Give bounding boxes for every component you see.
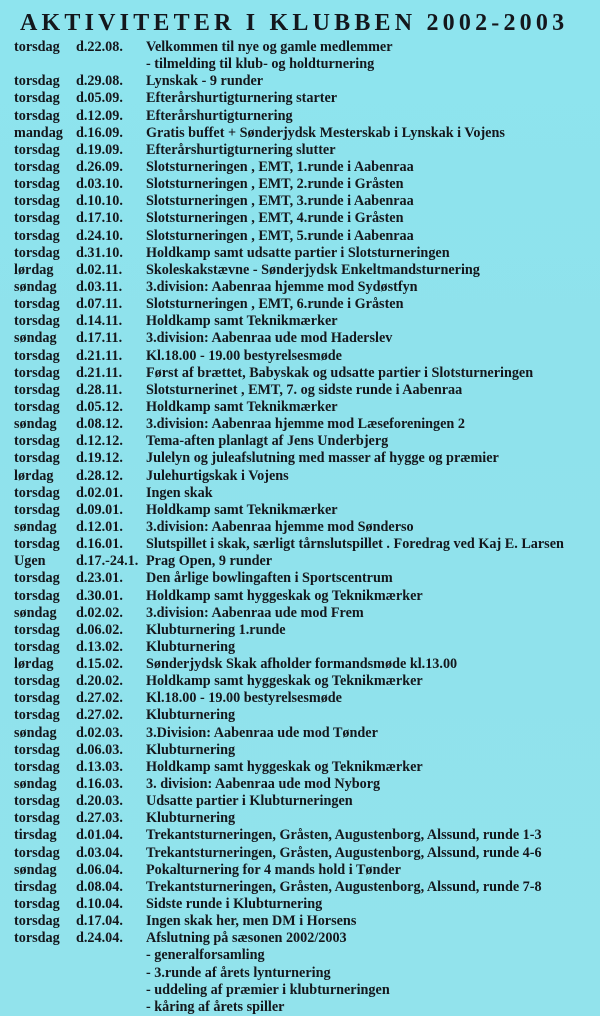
event-date: d.06.04. <box>76 861 123 878</box>
event-day: torsdag <box>14 176 60 193</box>
event-date: d.21.11. <box>76 364 123 381</box>
event-date: d.05.09. <box>76 90 123 107</box>
event-day: torsdag <box>14 227 60 244</box>
event-date: d.06.03. <box>76 741 123 758</box>
event-day: torsdag <box>14 193 60 210</box>
event-row <box>14 519 598 536</box>
event-description: Tema-aften planlagt af Jens Underbjerg <box>146 433 389 450</box>
event-row <box>14 450 598 467</box>
event-description: Slotsturneringen , EMT, 4.runde i Gråsten <box>146 210 404 227</box>
event-date: d.10.10. <box>76 193 123 210</box>
event-date: d.30.01. <box>76 587 123 604</box>
event-day: torsdag <box>14 501 60 518</box>
event-description: Ingen skak her, men DM i Horsens <box>146 913 357 930</box>
event-description: Klubturnering 1.runde <box>146 621 286 638</box>
event-day: søndag <box>14 416 57 433</box>
event-date: d.13.02. <box>76 638 123 655</box>
event-row <box>14 536 598 553</box>
event-description: Klubturnering <box>146 741 236 758</box>
event-date: d.17.-24.1. <box>76 553 139 570</box>
event-description: Slotsturneringen , EMT, 5.runde i Aabenraa <box>146 227 414 244</box>
event-description: Trekantsturneringen, Gråsten, Augustenborg, Alssund, runde 7-8 <box>146 878 542 895</box>
event-row <box>14 810 598 827</box>
event-day: søndag <box>14 278 57 295</box>
event-date: d.16.09. <box>76 124 123 141</box>
event-date: d.19.09. <box>76 141 123 158</box>
event-description: Trekantsturneringen, Gråsten, Augustenborg, Alssund, runde 4-6 <box>146 844 542 861</box>
event-row <box>14 639 598 656</box>
event-row <box>14 742 598 759</box>
event-row <box>14 879 598 896</box>
event-row <box>14 965 598 982</box>
event-date: d.20.02. <box>76 673 123 690</box>
event-date: d.23.01. <box>76 570 123 587</box>
event-row <box>14 622 598 639</box>
event-row <box>14 279 598 296</box>
event-row <box>14 365 598 382</box>
event-date: d.31.10. <box>76 244 123 261</box>
event-date: d.12.01. <box>76 518 123 535</box>
event-day: søndag <box>14 724 57 741</box>
event-description: - uddeling af præmier i klubturneringen <box>146 981 390 998</box>
event-row <box>14 348 598 365</box>
event-description: Efterårshurtigturnering <box>146 107 293 124</box>
event-day: torsdag <box>14 313 60 330</box>
event-date: d.09.01. <box>76 501 123 518</box>
page-title: AKTIVITETER I KLUBBEN 2002-2003 <box>20 10 569 36</box>
event-date: d.17.10. <box>76 210 123 227</box>
event-day: torsdag <box>14 913 60 930</box>
event-description: 3.division: Aabenraa hjemme mod Sydøstfyn <box>146 278 418 295</box>
event-date: d.27.03. <box>76 810 123 827</box>
event-row <box>14 142 598 159</box>
event-description: Holdkamp samt Teknikmærker <box>146 501 338 518</box>
event-description: Trekantsturneringen, Gråsten, Augustenborg, Alssund, runde 1-3 <box>146 827 542 844</box>
event-date: d.03.11. <box>76 278 123 295</box>
event-description: Først af brættet, Babyskak og udsatte partier i Slotsturneringen <box>146 364 534 381</box>
event-day: torsdag <box>14 73 60 90</box>
event-date: d.05.12. <box>76 398 123 415</box>
event-row <box>14 468 598 485</box>
event-description: Holdkamp samt hyggeskak og Teknikmærker <box>146 758 423 775</box>
event-day: torsdag <box>14 758 60 775</box>
event-date: d.08.04. <box>76 878 123 895</box>
event-day: mandag <box>14 124 63 141</box>
event-date: d.06.02. <box>76 621 123 638</box>
event-date: d.24.04. <box>76 930 123 947</box>
event-day: søndag <box>14 861 57 878</box>
event-date: d.29.08. <box>76 73 123 90</box>
event-date: d.13.03. <box>76 758 123 775</box>
event-date: d.02.03. <box>76 724 123 741</box>
event-date: d.22.08. <box>76 39 123 55</box>
event-row <box>14 90 598 107</box>
event-day: torsdag <box>14 90 60 107</box>
event-description: 3. division: Aabenraa ude mod Nyborg <box>146 776 381 793</box>
event-day: lørdag <box>14 261 54 278</box>
event-date: d.03.10. <box>76 176 123 193</box>
event-row <box>14 656 598 673</box>
event-row <box>14 725 598 742</box>
event-row <box>14 73 598 90</box>
event-description: Gratis buffet + Sønderjydsk Mesterskab i Lynskak i Vojens <box>146 124 505 141</box>
event-date: d.15.02. <box>76 656 123 673</box>
event-row <box>14 707 598 724</box>
event-date: d.19.12. <box>76 450 123 467</box>
event-day: torsdag <box>14 638 60 655</box>
event-description: Kl.18.00 - 19.00 bestyrelsesmøde <box>146 347 342 364</box>
event-day: torsdag <box>14 107 60 124</box>
event-description: Slutspillet i skak, særligt tårnslutspillet . Foredrag ved Kaj E. Larsen <box>146 536 564 553</box>
event-description: Slotsturnerinet , EMT, 7. og sidste runde i Aabenraa <box>146 381 463 398</box>
event-description: Slotsturneringen , EMT, 1.runde i Aabenraa <box>146 158 414 175</box>
event-row <box>14 56 598 73</box>
event-description: Slotsturneringen , EMT, 2.runde i Gråsten <box>146 176 404 193</box>
event-row <box>14 776 598 793</box>
event-row <box>14 690 598 707</box>
event-day: torsdag <box>14 707 60 724</box>
event-day: søndag <box>14 776 57 793</box>
event-day: torsdag <box>14 347 60 364</box>
event-description: Slotsturneringen , EMT, 6.runde i Gråsten <box>146 296 404 313</box>
event-day: søndag <box>14 604 57 621</box>
event-day: torsdag <box>14 844 60 861</box>
event-description: Holdkamp samt hyggeskak og Teknikmærker <box>146 673 423 690</box>
event-description: Prag Open, 9 runder <box>146 553 273 570</box>
event-date: d.02.01. <box>76 484 123 501</box>
event-description: Holdkamp samt Teknikmærker <box>146 398 338 415</box>
event-row <box>14 999 598 1016</box>
event-day: søndag <box>14 518 57 535</box>
event-row <box>14 982 598 999</box>
event-description: Julelyn og juleafslutning med masser af hygge og præmier <box>146 450 499 467</box>
event-day: torsdag <box>14 433 60 450</box>
event-description: Slotsturneringen , EMT, 3.runde i Aabenraa <box>146 193 414 210</box>
event-day: tirsdag <box>14 827 57 844</box>
event-day: torsdag <box>14 570 60 587</box>
event-day: Ugen <box>14 553 46 570</box>
event-description: 3.division: Aabenraa hjemme mod Læseforeningen 2 <box>146 416 465 433</box>
event-day: torsdag <box>14 896 60 913</box>
event-day: tirsdag <box>14 878 57 895</box>
event-day: torsdag <box>14 810 60 827</box>
event-description: - 3.runde af årets lynturnering <box>146 964 331 981</box>
event-row <box>14 845 598 862</box>
event-row <box>14 673 598 690</box>
event-description: Sønderjydsk Skak afholder formandsmøde kl.13.00 <box>146 656 458 673</box>
event-date: d.28.11. <box>76 381 123 398</box>
event-row <box>14 193 598 210</box>
event-date: d.27.02. <box>76 707 123 724</box>
event-row <box>14 553 598 570</box>
event-day: torsdag <box>14 741 60 758</box>
event-row <box>14 759 598 776</box>
event-row <box>14 399 598 416</box>
event-day: lørdag <box>14 656 54 673</box>
event-description: Skoleskakstævne - Sønderjydsk Enkeltmandsturnering <box>146 261 480 278</box>
event-date: d.28.12. <box>76 467 123 484</box>
event-row <box>14 108 598 125</box>
event-date: d.08.12. <box>76 416 123 433</box>
event-description: Klubturnering <box>146 810 236 827</box>
event-description: Udsatte partier i Klubturneringen <box>146 793 353 810</box>
event-description: Holdkamp samt udsatte partier i Slotsturneringen <box>146 244 450 261</box>
event-row <box>14 930 598 947</box>
event-date: d.01.04. <box>76 827 123 844</box>
event-date: d.16.01. <box>76 536 123 553</box>
event-row <box>14 827 598 844</box>
event-row <box>14 296 598 313</box>
event-day: torsdag <box>14 621 60 638</box>
event-date: d.27.02. <box>76 690 123 707</box>
event-row <box>14 570 598 587</box>
event-day: torsdag <box>14 536 60 553</box>
event-list <box>14 39 598 1016</box>
event-day: torsdag <box>14 690 60 707</box>
event-day: søndag <box>14 330 57 347</box>
event-row <box>14 793 598 810</box>
event-row <box>14 896 598 913</box>
event-date: d.17.04. <box>76 913 123 930</box>
event-description: Den årlige bowlingaften i Sportscentrum <box>146 570 393 587</box>
event-description: Klubturnering <box>146 707 236 724</box>
event-description: Efterårshurtigturnering starter <box>146 90 338 107</box>
event-row <box>14 159 598 176</box>
event-row <box>14 228 598 245</box>
event-row <box>14 245 598 262</box>
event-description: Julehurtigskak i Vojens <box>146 467 289 484</box>
event-date: d.14.11. <box>76 313 123 330</box>
event-day: torsdag <box>14 210 60 227</box>
event-date: d.17.11. <box>76 330 123 347</box>
event-date: d.16.03. <box>76 776 123 793</box>
event-row <box>14 313 598 330</box>
event-day: lørdag <box>14 467 54 484</box>
event-description: - generalforsamling <box>146 947 265 964</box>
event-description: - tilmelding til klub- og holdturnering <box>146 56 375 73</box>
event-day: torsdag <box>14 39 60 55</box>
event-description: Lynskak - 9 runder <box>146 73 264 90</box>
event-date: d.26.09. <box>76 158 123 175</box>
event-day: torsdag <box>14 930 60 947</box>
event-date: d.10.04. <box>76 896 123 913</box>
event-description: 3.Division: Aabenraa ude mod Tønder <box>146 724 378 741</box>
event-day: torsdag <box>14 398 60 415</box>
event-row <box>14 433 598 450</box>
event-row <box>14 947 598 964</box>
event-description: 3.division: Aabenraa ude mod Haderslev <box>146 330 393 347</box>
event-day: torsdag <box>14 244 60 261</box>
event-day: torsdag <box>14 793 60 810</box>
event-description: Ingen skak <box>146 484 213 501</box>
event-row <box>14 176 598 193</box>
event-row <box>14 330 598 347</box>
event-row <box>14 210 598 227</box>
event-row <box>14 588 598 605</box>
event-row <box>14 262 598 279</box>
event-description: Afslutning på sæsonen 2002/2003 <box>146 930 347 947</box>
event-row <box>14 502 598 519</box>
event-day: torsdag <box>14 364 60 381</box>
event-day: torsdag <box>14 484 60 501</box>
event-row <box>14 605 598 622</box>
event-day: torsdag <box>14 450 60 467</box>
event-description: Efterårshurtigturnering slutter <box>146 141 336 158</box>
event-row <box>14 913 598 930</box>
event-date: d.20.03. <box>76 793 123 810</box>
event-row <box>14 416 598 433</box>
event-description: Pokalturnering for 4 mands hold i Tønder <box>146 861 401 878</box>
event-description: Sidste runde i Klubturnering <box>146 896 323 913</box>
event-description: Holdkamp samt Teknikmærker <box>146 313 338 330</box>
event-date: d.02.11. <box>76 261 123 278</box>
event-date: d.12.12. <box>76 433 123 450</box>
event-description: 3.division: Aabenraa hjemme mod Sønderso <box>146 518 414 535</box>
event-row <box>14 862 598 879</box>
event-description: Klubturnering <box>146 638 236 655</box>
event-row <box>14 485 598 502</box>
event-row <box>14 382 598 399</box>
event-row <box>14 39 598 56</box>
event-day: torsdag <box>14 296 60 313</box>
event-date: d.03.04. <box>76 844 123 861</box>
event-row <box>14 125 598 142</box>
event-day: torsdag <box>14 381 60 398</box>
event-description: 3.division: Aabenraa ude mod Frem <box>146 604 364 621</box>
event-description: - kåring af årets spiller <box>146 998 285 1015</box>
event-date: d.12.09. <box>76 107 123 124</box>
event-description: Velkommen til nye og gamle medlemmer <box>146 39 393 55</box>
event-day: torsdag <box>14 141 60 158</box>
event-date: d.24.10. <box>76 227 123 244</box>
event-day: torsdag <box>14 158 60 175</box>
event-description: Kl.18.00 - 19.00 bestyrelsesmøde <box>146 690 342 707</box>
event-date: d.02.02. <box>76 604 123 621</box>
event-day: torsdag <box>14 673 60 690</box>
event-description: Holdkamp samt hyggeskak og Teknikmærker <box>146 587 423 604</box>
event-date: d.07.11. <box>76 296 123 313</box>
event-day: torsdag <box>14 587 60 604</box>
event-date: d.21.11. <box>76 347 123 364</box>
